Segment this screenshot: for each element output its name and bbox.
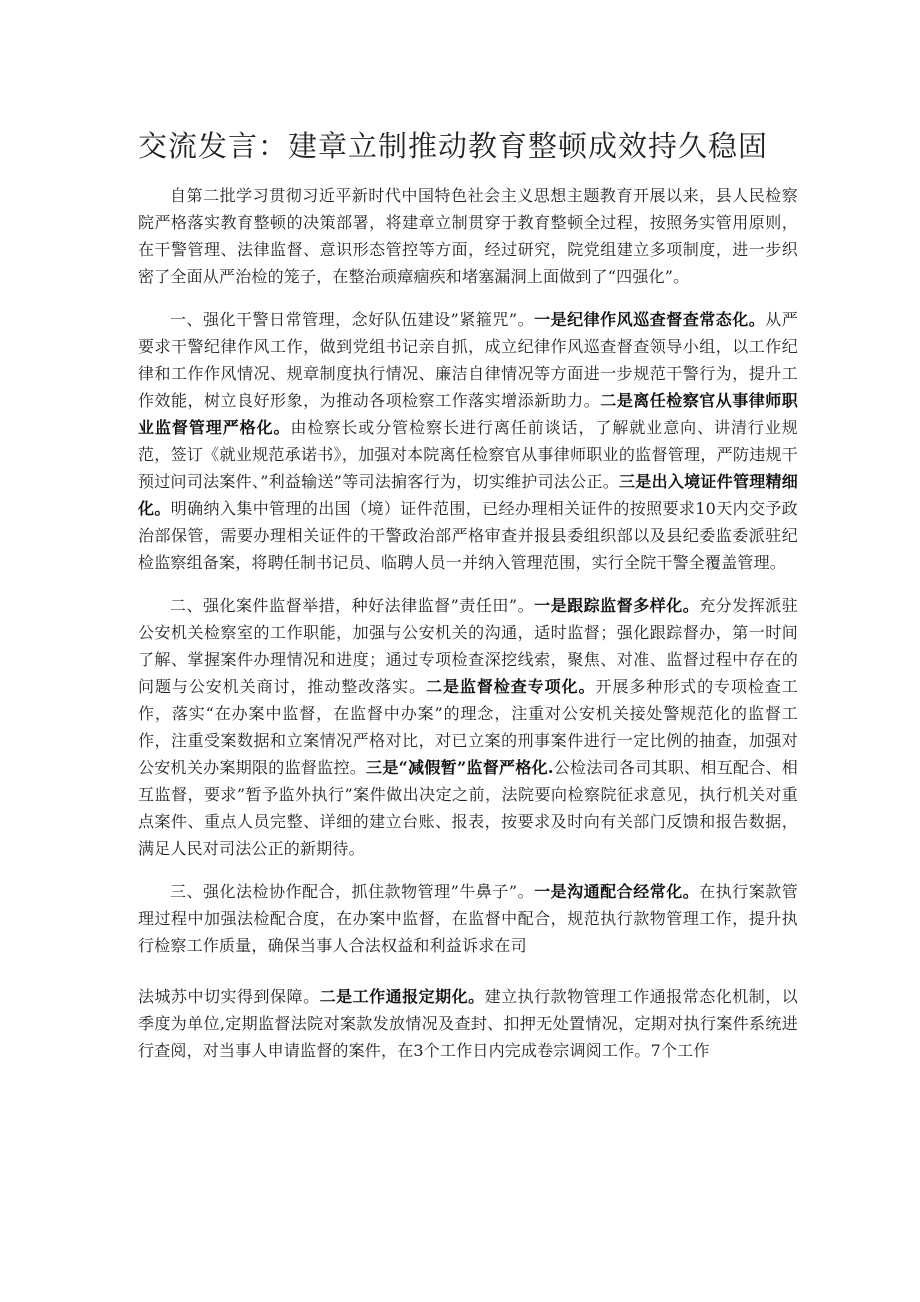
- document-title: 交流发言：建章立制推动教育整顿成效持久稳固: [138, 129, 769, 163]
- text-segment: 公检法司各司其职、相互配合、相互监督，要求”暂予监外执行”案件做出决定之前，法院要向检察院征求意见，执行机关对重点案件、重点人员完整、详细的建立台账、报表，按要求及时向有关部门反馈和报告数据，满足人民对司法公正的新期待。: [138, 758, 798, 858]
- intro-paragraph: [138, 182, 798, 290]
- text-segment: 在执行案款管理过程中加强法检配合度，在办案中监督，在监督中配合，规范执行款物管理工作，提升执行检察工作质量，确保当事人合法权益和利益诉求在司: [138, 882, 798, 955]
- continued-paragraph: [138, 983, 798, 1064]
- bold-subheading: 一是沟通配合经常化。: [534, 882, 700, 901]
- bold-subheading: 一是纪律作风巡查督查常态化。: [534, 310, 766, 329]
- section-heading: 三、强化法检协作配合，抓住款物管理”牛鼻子”。: [170, 882, 535, 901]
- text-segment: 由检察长或分管检察长进行离任前谈话，了解就业意向、讲清行业规范，签订《就业规范承诺书》，加强对本院离任检察官从事律师职业的监督管理，严防违规干预过问司法案件、”利益输送”等司法掮客行为，切实维护司法公正。: [138, 418, 798, 491]
- text-segment: 从严要求干警纪律作风工作，做到党组书记亲自抓，成立纪律作风巡查督查领导小组，以工作纪律和工作作风情况、规章制度执行情况、廉洁自律情况等方面进一步规范干警行为，提升工作效能，树立良好形象，为推动各项检察工作落实增添新助力。: [138, 310, 798, 410]
- text-segment: 法城苏中切实得到保障。: [138, 987, 320, 1006]
- text-segment: 开展多种形式的专项检查工作，落实“在办案中监督，在监督中办案”的理念，注重对公安机关接处警规范化的监督工作，注重受案数据和立案情况严格对比，对已立案的刑事案件进行一定比例的抽查，加强对公安机关办案期限的监督监控。: [138, 677, 798, 777]
- section-heading: 二、强化案件监督举措，种好法律监督”责任田”。: [170, 596, 535, 615]
- bold-subheading: 三是出入境证件管理精细化。: [138, 472, 799, 518]
- section-three-paragraph: [138, 878, 798, 959]
- section-heading: 一、强化干警日常管理，念好队伍建设”紧箍咒”。: [170, 310, 535, 329]
- bold-subheading: 一是跟踪监督多样化。: [534, 596, 700, 615]
- text-segment: 自第二批学习贯彻习近平新时代中国特色社会主义思想主题教育开展以来，县人民检察院严格落实教育整顿的决策部署，将建章立制贯穿于教育整顿全过程，按照务实管用原则，在干警管理、法律监督、意识形态管控等方面，经过研究，院党组建立多项制度，进一步织密了全面从严治检的笼子，在整治顽瘴痼疾和堵塞漏洞上面做到了“四强化”。: [138, 186, 798, 286]
- text-segment: 建立执行款物管理工作通报常态化机制，以季度为单位,定期监督法院对案款发放情况及查封、扣押无处置情况，定期对执行案件系统进行查阅，对当事人申请监督的案件，在3个工作日内完成卷宗调阅工作。7个工作: [138, 987, 798, 1060]
- document-body: [138, 182, 798, 1080]
- bold-subheading: 二是监督检查专项化。: [426, 677, 596, 696]
- text-segment: 明确纳入集中管理的出国（境）证件范围，已经办理相关证件的按照要求10天内交予政治部保管，需要办理相关证件的干警政治部严格审查并报县委组织部以及县纪委监委派驻纪检监察组备案，将聘任制书记员、临聘人员一并纳入管理范围，实行全院干警全覆盖管理。: [138, 499, 798, 572]
- section-one-paragraph: [138, 306, 798, 576]
- bold-subheading: 三是“减假暂”监督严格化.: [366, 758, 554, 777]
- bold-subheading: 二是离任检察官从事律师职业监督管理严格化。: [138, 391, 798, 437]
- section-two-paragraph: [138, 592, 798, 862]
- text-segment: 充分发挥派驻公安机关检察室的工作职能，加强与公安机关的沟通，适时监督；强化跟踪督办，第一时间了解、掌握案件办理情况和进度；通过专项检查深挖线索，聚焦、对准、监督过程中存在的问题与公安机关商讨，推动整改落实。: [138, 596, 798, 696]
- bold-subheading: 二是工作通报定期化。: [319, 987, 485, 1006]
